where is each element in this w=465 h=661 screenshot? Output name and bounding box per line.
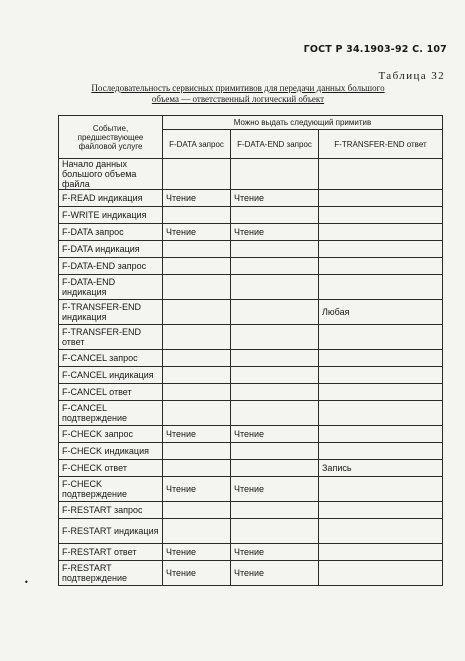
ftransfer-end-response-cell <box>319 384 443 401</box>
ftransfer-end-response-cell <box>319 426 443 443</box>
event-cell: F-CANCEL запрос <box>59 350 163 367</box>
ftransfer-end-response-cell <box>319 443 443 460</box>
fdata-end-request-cell <box>231 241 319 258</box>
fdata-request-cell <box>163 367 231 384</box>
fdata-request-cell <box>163 207 231 224</box>
fdata-request-cell: Чтение <box>163 426 231 443</box>
event-cell: F-CHECK ответ <box>59 460 163 477</box>
ftransfer-end-response-cell <box>319 367 443 384</box>
event-cell: F-CHECK индикация <box>59 443 163 460</box>
table-row <box>59 190 443 207</box>
fdata-end-request-cell: Чтение <box>231 224 319 241</box>
table-row <box>59 519 443 544</box>
ftransfer-end-response-cell <box>319 544 443 561</box>
fdata-request-cell <box>163 241 231 258</box>
span-header: Можно выдать следующий примитив <box>163 116 443 130</box>
fdata-end-request-cell <box>231 502 319 519</box>
fdata-end-request-cell <box>231 443 319 460</box>
table-row <box>59 367 443 384</box>
event-cell: F-DATA-END запрос <box>59 258 163 275</box>
event-cell: F-RESTART подтверждение <box>59 561 163 586</box>
table-row <box>59 275 443 300</box>
ftransfer-end-response-cell <box>319 502 443 519</box>
ftransfer-end-response-cell <box>319 258 443 275</box>
table-row <box>59 426 443 443</box>
fdata-request-cell <box>163 443 231 460</box>
fdata-end-request-cell <box>231 325 319 350</box>
fdata-end-request-cell: Чтение <box>231 190 319 207</box>
event-cell: F-RESTART индикация <box>59 519 163 544</box>
fdata-end-request-cell <box>231 159 319 190</box>
table-row <box>59 384 443 401</box>
event-cell: F-CANCEL ответ <box>59 384 163 401</box>
ftransfer-end-response-cell <box>319 207 443 224</box>
fdata-request-cell <box>163 325 231 350</box>
fdata-request-cell: Чтение <box>163 561 231 586</box>
ftransfer-end-response-cell <box>319 159 443 190</box>
event-cell: F-CANCEL индикация <box>59 367 163 384</box>
event-cell: F-CHECK подтверждение <box>59 477 163 502</box>
event-cell: F-DATA запрос <box>59 224 163 241</box>
fdata-request-cell <box>163 519 231 544</box>
event-cell: F-TRANSFER-END индикация <box>59 300 163 325</box>
fdata-end-request-cell <box>231 258 319 275</box>
fdata-end-request-cell <box>231 207 319 224</box>
col-header-fdata-request: F-DATA запрос <box>163 130 231 159</box>
fdata-request-cell <box>163 275 231 300</box>
event-cell: F-WRITE индикация <box>59 207 163 224</box>
primitives-table <box>58 115 443 586</box>
fdata-end-request-cell: Чтение <box>231 544 319 561</box>
ftransfer-end-response-cell <box>319 350 443 367</box>
table-row <box>59 350 443 367</box>
event-cell: F-RESTART запрос <box>59 502 163 519</box>
fdata-request-cell: Чтение <box>163 544 231 561</box>
fdata-end-request-cell <box>231 519 319 544</box>
event-cell: F-RESTART ответ <box>59 544 163 561</box>
fdata-request-cell <box>163 350 231 367</box>
ftransfer-end-response-cell: Любая <box>319 300 443 325</box>
fdata-request-cell: Чтение <box>163 477 231 502</box>
table-row <box>59 502 443 519</box>
table-row <box>59 460 443 477</box>
event-cell: F-DATA-END индикация <box>59 275 163 300</box>
ftransfer-end-response-cell <box>319 401 443 426</box>
table-row <box>59 300 443 325</box>
event-cell: F-CANCEL подтверждение <box>59 401 163 426</box>
ftransfer-end-response-cell <box>319 190 443 207</box>
col-header-fdata-end-request: F-DATA-END запрос <box>231 130 319 159</box>
table-label: Таблица 32 <box>378 70 445 82</box>
ftransfer-end-response-cell <box>319 275 443 300</box>
ftransfer-end-response-cell: Запись <box>319 460 443 477</box>
fdata-end-request-cell <box>231 350 319 367</box>
fdata-end-request-cell <box>231 460 319 477</box>
ftransfer-end-response-cell <box>319 325 443 350</box>
col-header-ftransfer-end-response: F-TRANSFER-END ответ <box>319 130 443 159</box>
ftransfer-end-response-cell <box>319 477 443 502</box>
fdata-request-cell <box>163 258 231 275</box>
page-header: ГОСТ Р 34.1903-92 С. 107 <box>303 44 447 55</box>
event-cell: F-DATA индикация <box>59 241 163 258</box>
table-row <box>59 207 443 224</box>
event-cell: F-TRANSFER-END ответ <box>59 325 163 350</box>
fdata-end-request-cell <box>231 367 319 384</box>
table-row <box>59 477 443 502</box>
table-row <box>59 325 443 350</box>
fdata-request-cell: Чтение <box>163 224 231 241</box>
fdata-end-request-cell <box>231 275 319 300</box>
table-row <box>59 224 443 241</box>
margin-mark: • <box>24 578 29 587</box>
table-row <box>59 241 443 258</box>
fdata-request-cell <box>163 401 231 426</box>
ftransfer-end-response-cell <box>319 561 443 586</box>
fdata-request-cell <box>163 384 231 401</box>
ftransfer-end-response-cell <box>319 224 443 241</box>
table-row <box>59 561 443 586</box>
fdata-request-cell <box>163 300 231 325</box>
table-row <box>59 159 443 190</box>
fdata-end-request-cell <box>231 384 319 401</box>
fdata-end-request-cell <box>231 300 319 325</box>
ftransfer-end-response-cell <box>319 241 443 258</box>
fdata-end-request-cell: Чтение <box>231 561 319 586</box>
table-row <box>59 258 443 275</box>
table-row <box>59 443 443 460</box>
fdata-end-request-cell: Чтение <box>231 426 319 443</box>
event-cell: Начало данных большого объема файла <box>59 159 163 190</box>
event-column-header: Событие, предшествующее файловой услуге <box>59 116 163 159</box>
event-cell: F-READ индикация <box>59 190 163 207</box>
fdata-end-request-cell <box>231 401 319 426</box>
table-row <box>59 401 443 426</box>
fdata-request-cell <box>163 460 231 477</box>
table-row <box>59 544 443 561</box>
fdata-request-cell <box>163 502 231 519</box>
table-title: Последовательность сервисных примитивов для передачи данных большого объема — ответственный логический объект <box>91 83 385 104</box>
ftransfer-end-response-cell <box>319 519 443 544</box>
fdata-request-cell <box>163 159 231 190</box>
event-cell: F-CHECK запрос <box>59 426 163 443</box>
fdata-request-cell: Чтение <box>163 190 231 207</box>
fdata-end-request-cell: Чтение <box>231 477 319 502</box>
